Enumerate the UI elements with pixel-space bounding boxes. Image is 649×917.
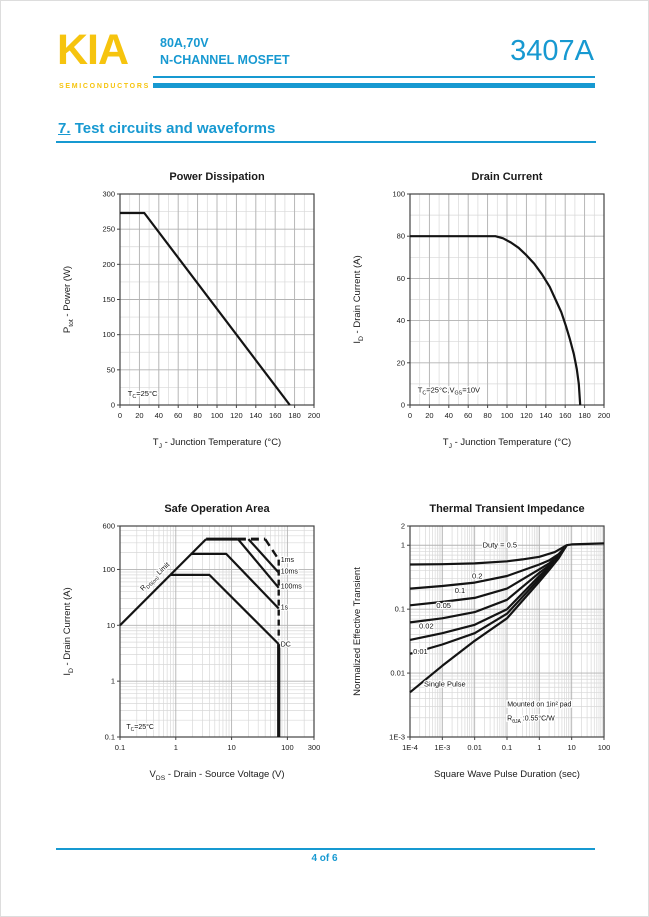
duty-0-01-label: 0.01 [413, 646, 428, 656]
chart-safe-operation-area [56, 496, 346, 796]
footer-rule [56, 848, 595, 850]
soa-plot [56, 496, 346, 796]
rthja-note: $R_{\theta JA}$ :0.55°C/W [507, 715, 555, 725]
svg-text:160: 160 [558, 411, 572, 420]
drain-current-plot [346, 164, 636, 464]
svg-text:0.1: 0.1 [501, 743, 513, 752]
svg-text:100: 100 [102, 330, 115, 340]
svg-text:60: 60 [174, 411, 183, 420]
y-axis-title: Normalized Effective Transient [352, 567, 363, 696]
pulse-100ms-label: 100ms [280, 583, 302, 591]
part-number: 3407A [510, 35, 594, 67]
svg-text:80: 80 [483, 411, 492, 420]
duty-0-1-label: 0.1 [454, 585, 466, 595]
svg-text:300: 300 [102, 189, 115, 199]
duty-0-05 [410, 545, 567, 622]
svg-text:1E-3: 1E-3 [434, 743, 451, 752]
rdson-limit-label: $R_{DS(on)}$ Limit [139, 561, 172, 593]
svg-text:0.1: 0.1 [104, 732, 115, 742]
header-rule-thin [153, 76, 595, 78]
svg-text:0: 0 [400, 400, 405, 410]
svg-text:80: 80 [396, 231, 405, 241]
limit-1ms-descent-dashed [265, 539, 279, 560]
svg-text:200: 200 [307, 411, 321, 420]
pulse-dc-label: DC [280, 641, 291, 649]
svg-text:140: 140 [539, 411, 553, 420]
kia-logo-subtext: SEMICONDUCTORS [59, 83, 150, 90]
device-description [160, 35, 290, 69]
y-axis-title: $I_D$ - Drain Current (A) [352, 255, 365, 344]
svg-text:10: 10 [106, 620, 115, 630]
svg-text:140: 140 [249, 411, 263, 420]
svg-text:120: 120 [230, 411, 243, 420]
svg-text:100: 100 [102, 564, 115, 574]
power-dissipation-plot [56, 164, 346, 464]
svg-text:1: 1 [110, 676, 115, 686]
svg-text:250: 250 [102, 224, 115, 234]
mounting-note: Mounted on 1in² pad [507, 701, 572, 709]
y-axis-title: $P_{tot}$ - Power (W) [62, 265, 75, 334]
svg-text:1E-4: 1E-4 [402, 743, 418, 752]
svg-text:1: 1 [537, 743, 542, 752]
svg-text:200: 200 [102, 259, 115, 269]
x-axis-title: $T_J$ - Junction Temperature (°C) [152, 437, 282, 450]
svg-text:100: 100 [210, 411, 224, 420]
svg-text:80: 80 [193, 411, 202, 420]
duty-0-05-label: 0.05 [436, 600, 451, 610]
pulse-10ms-label: 10ms [280, 568, 298, 576]
svg-text:60: 60 [396, 273, 405, 283]
rdson-limit-line [120, 539, 206, 625]
kia-logo: KIA [57, 26, 129, 74]
svg-text:2: 2 [400, 521, 405, 531]
x-axis-title: Square Wave Pulse Duration (sec) [434, 769, 580, 780]
svg-text:100: 100 [597, 743, 611, 752]
page-indicator: 4 of 6 [311, 853, 338, 864]
svg-text:0.01: 0.01 [390, 668, 405, 678]
y-axis-title: $I_D$ - Drain Current (A) [62, 587, 75, 676]
svg-text:40: 40 [444, 411, 453, 420]
svg-text:20: 20 [135, 411, 144, 420]
svg-text:160: 160 [268, 411, 282, 420]
svg-text:0: 0 [407, 411, 413, 420]
single-pulse-label: Single Pulse [424, 679, 466, 689]
svg-text:180: 180 [288, 411, 301, 420]
svg-text:10: 10 [567, 743, 576, 752]
thermal-transient-impedance-plot [346, 496, 636, 796]
chart-title: Drain Current [471, 171, 543, 183]
svg-text:60: 60 [464, 411, 473, 420]
chart-drain-current [346, 164, 636, 464]
condition-label: $T_C=25^\circ C$ [126, 723, 154, 733]
svg-text:300: 300 [307, 743, 321, 752]
power-limit-curve [120, 213, 290, 405]
svg-text:200: 200 [597, 411, 611, 420]
svg-text:100: 100 [500, 411, 514, 420]
chart-power-dissipation [56, 164, 346, 464]
chart-title: Thermal Transient Impedance [429, 503, 585, 515]
svg-text:120: 120 [520, 411, 533, 420]
chart-title: Safe Operation Area [164, 503, 270, 515]
svg-text:0.1: 0.1 [394, 604, 405, 614]
duty-0-02-label: 0.02 [419, 621, 434, 631]
svg-text:0: 0 [117, 411, 123, 420]
svg-text:100: 100 [281, 743, 294, 752]
chart-title: Power Dissipation [169, 171, 265, 183]
section-rule [56, 141, 596, 143]
section-title [58, 120, 275, 137]
svg-text:0.01: 0.01 [467, 743, 482, 752]
header-rule-thick [153, 83, 595, 88]
svg-text:40: 40 [396, 316, 405, 326]
condition-label: $T_C=25^\circ C,V_{GS}=10V$ [417, 385, 481, 397]
svg-text:20: 20 [396, 358, 405, 368]
duty-0-5-label: Duty = 0.5 [482, 540, 518, 550]
svg-text:100: 100 [392, 189, 405, 199]
svg-text:20: 20 [425, 411, 434, 420]
svg-text:1: 1 [173, 743, 178, 752]
svg-text:10: 10 [227, 743, 236, 752]
section-number: 7. [58, 120, 71, 137]
svg-text:50: 50 [106, 365, 115, 375]
pulse-1s-label: 1s [280, 604, 289, 612]
svg-text:600: 600 [102, 521, 115, 531]
x-axis-title: $T_J$ - Junction Temperature (°C) [442, 437, 572, 450]
svg-text:1E-3: 1E-3 [389, 732, 405, 742]
device-type: N-CHANNEL MOSFET [160, 52, 290, 67]
svg-text:150: 150 [102, 295, 115, 304]
svg-text:1: 1 [400, 540, 405, 550]
section-text: Test circuits and waveforms [74, 120, 276, 137]
svg-text:0.1: 0.1 [114, 743, 126, 752]
svg-text:0: 0 [110, 400, 115, 410]
condition-label: $T_C=25^\circ C$ [127, 388, 158, 401]
chart-thermal-transient-impedance [346, 496, 636, 796]
x-axis-title: $V_{DS}$ - Drain - Source Voltage (V) [149, 769, 285, 782]
device-rating: 80A,70V [160, 36, 209, 50]
pulse-1ms-label: 1ms [280, 557, 294, 565]
svg-text:180: 180 [578, 411, 591, 420]
duty-0-2-label: 0.2 [472, 571, 483, 581]
svg-text:40: 40 [154, 411, 163, 420]
